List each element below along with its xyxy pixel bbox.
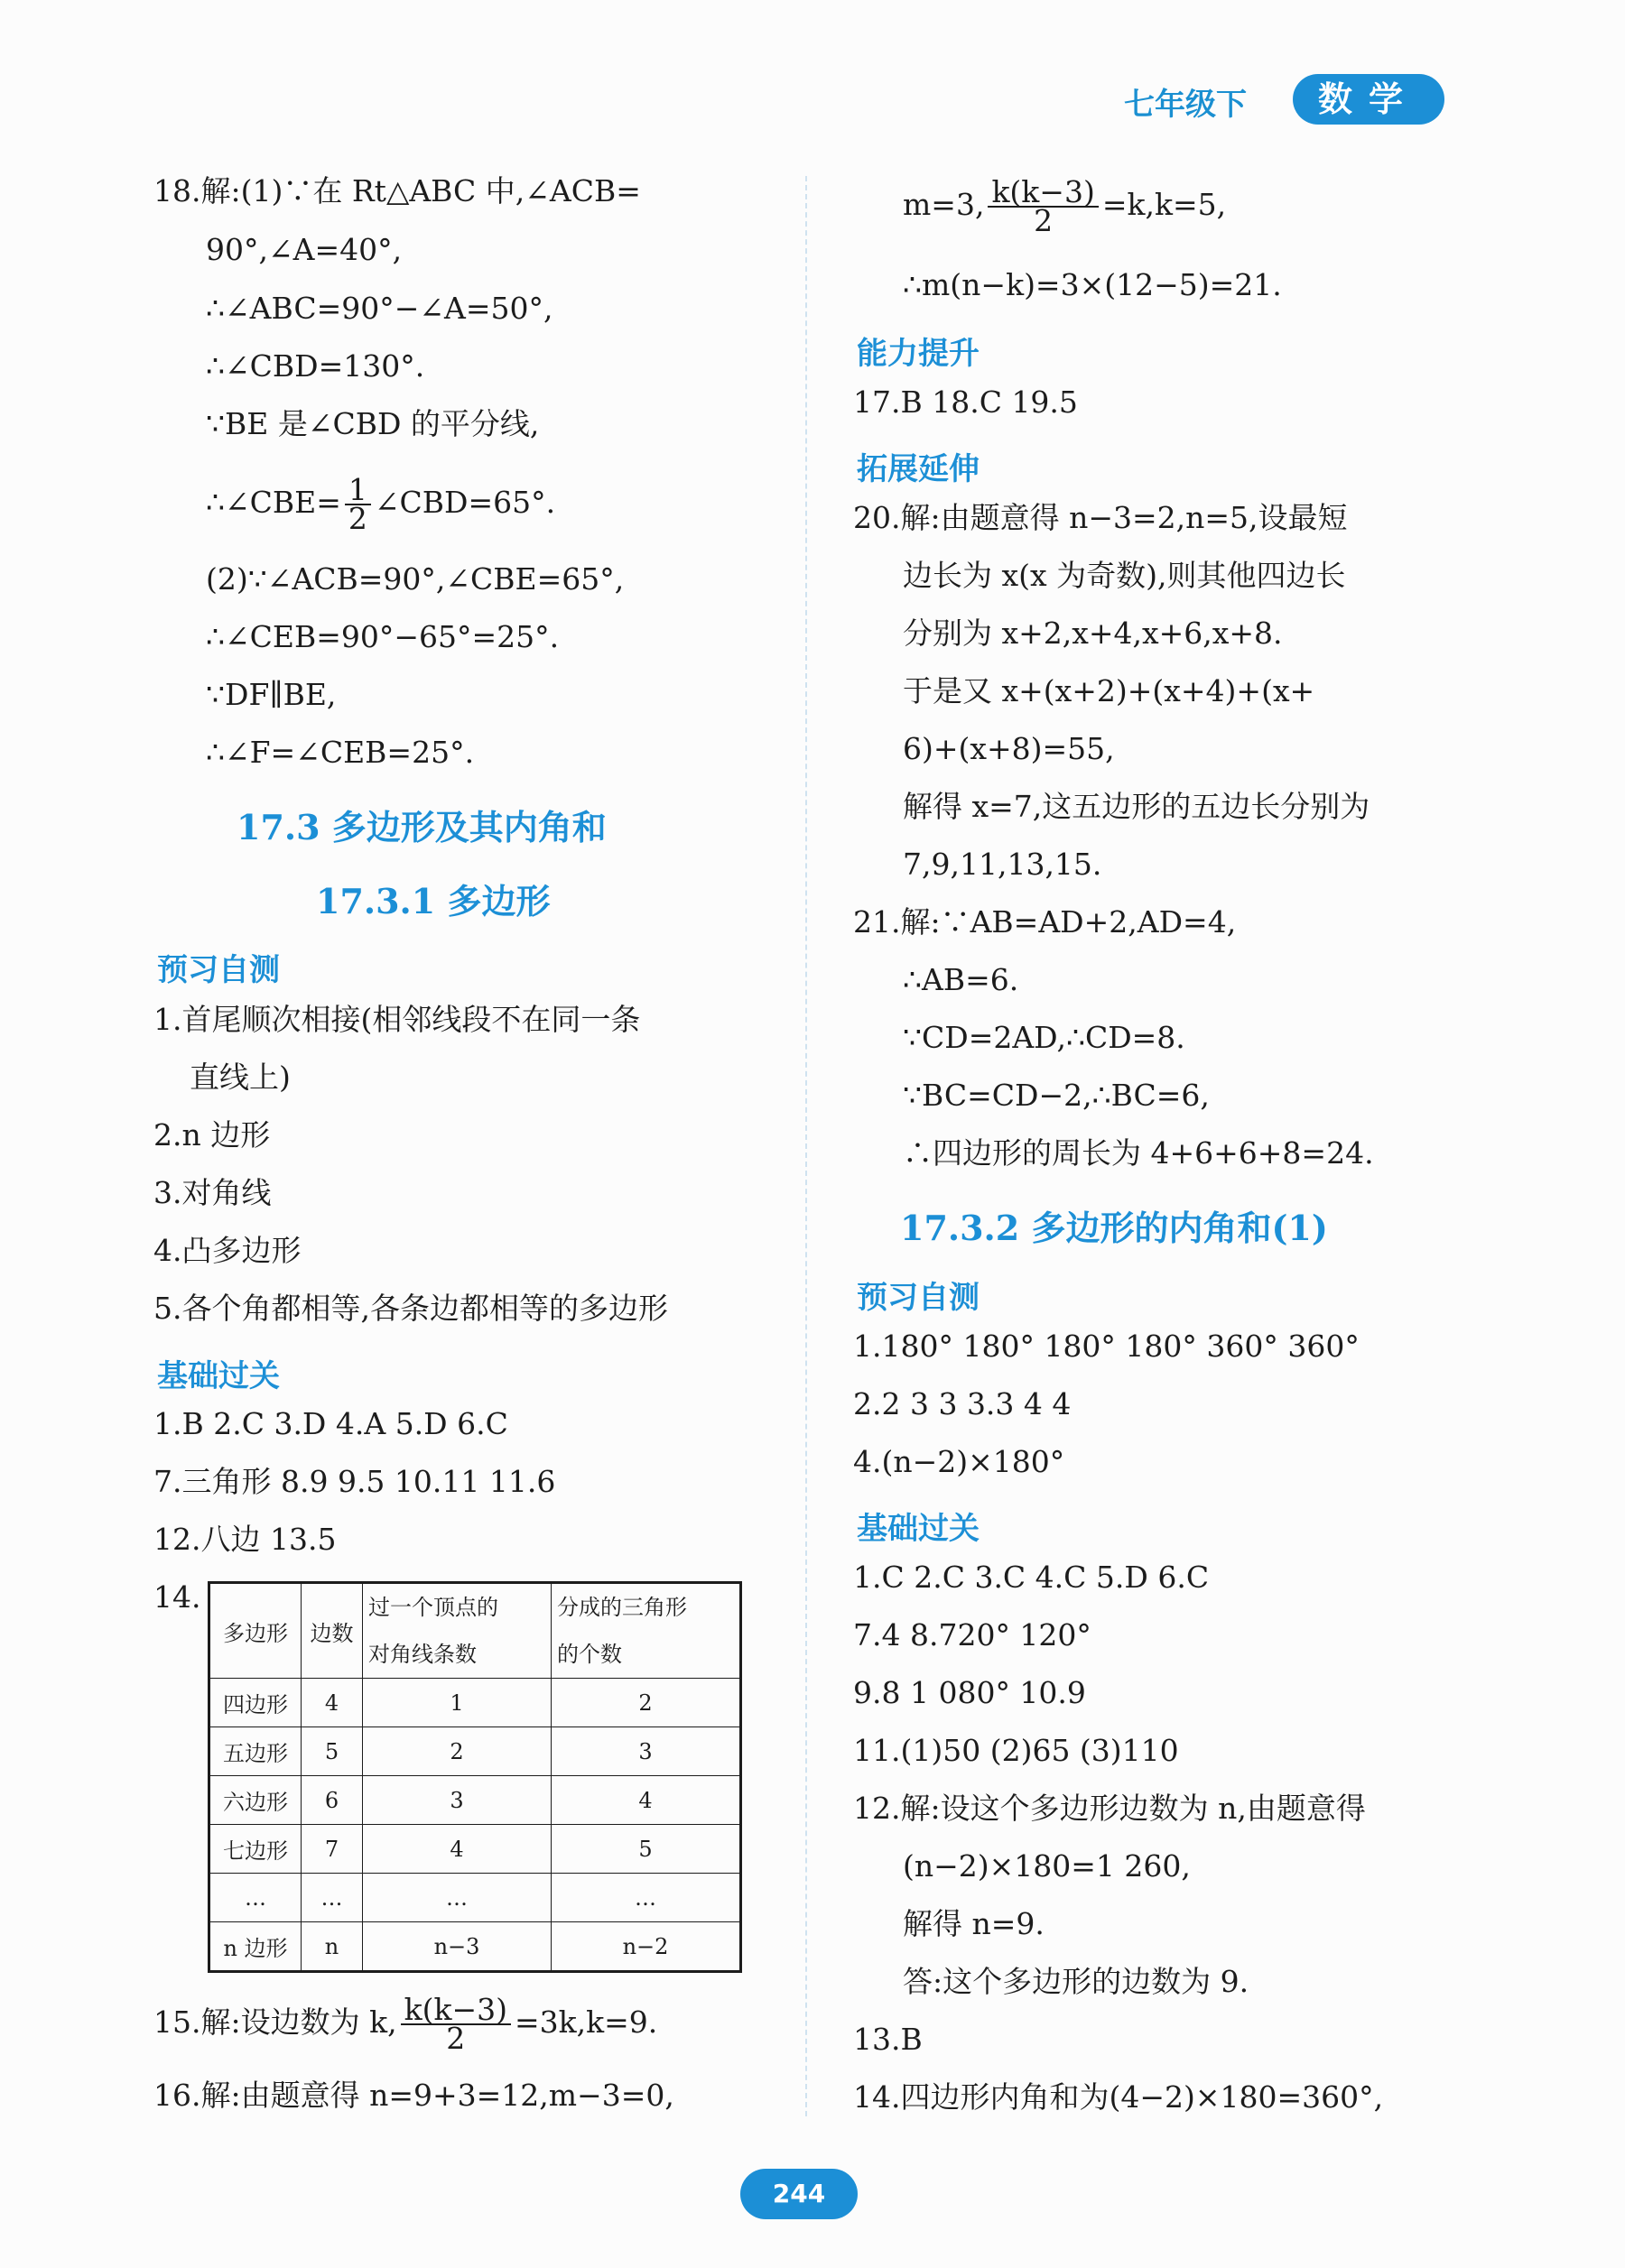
table-cell: … bbox=[302, 1874, 363, 1922]
subsection-basic: 基础过关 bbox=[857, 1511, 980, 1547]
q18b-line: ∵DF∥BE, bbox=[206, 677, 337, 712]
table-cell: 5 bbox=[302, 1727, 363, 1776]
section-heading-17-3-2: 17.3.2 多边形的内角和(1) bbox=[900, 1208, 1328, 1248]
basic-line: 9.8 1 080° 10.9 bbox=[853, 1675, 1086, 1710]
table-cell: 五边形 bbox=[209, 1727, 302, 1776]
basic-line: (n−2)×180=1 260, bbox=[903, 1848, 1191, 1884]
table-header-cell bbox=[363, 1583, 552, 1679]
q20-line: 6)+(x+8)=55, bbox=[903, 731, 1115, 766]
q21-line: ∵CD=2AD,∴CD=8. bbox=[903, 1020, 1185, 1055]
q18-line: ∵BE 是∠CBD 的平分线, bbox=[206, 406, 540, 441]
ability-answers: 17.B 18.C 19.5 bbox=[853, 384, 1078, 420]
header-subject-badge: 数学 bbox=[1293, 74, 1444, 125]
table-header-cell bbox=[552, 1583, 741, 1679]
q18b-line: ∴∠CEB=90°−65°=25°. bbox=[206, 619, 560, 654]
preview-line: 1.首尾顺次相接(相邻线段不在同一条 bbox=[153, 1002, 641, 1037]
table-cell: 7 bbox=[302, 1825, 363, 1874]
preview-line: 4.凸多边形 bbox=[153, 1233, 302, 1268]
q20-line: 分别为 x+2,x+4,x+6,x+8. bbox=[903, 616, 1283, 651]
q20-line: 20.解:由题意得 n−3=2,n=5,设最短 bbox=[853, 500, 1348, 535]
basic-line: 解得 n=9. bbox=[903, 1906, 1045, 1941]
table-cell: … bbox=[363, 1874, 552, 1922]
basic-line: 14.四边形内角和为(4−2)×180=360°, bbox=[853, 2079, 1384, 2115]
fraction bbox=[345, 472, 371, 536]
q18-line: 90°,∠A=40°, bbox=[206, 232, 403, 267]
preview-line: 4.(n−2)×180° bbox=[853, 1444, 1065, 1479]
table-header-text: 对角线条数 bbox=[368, 1642, 477, 1667]
basic-line: 1.B 2.C 3.D 4.A 5.D 6.C bbox=[153, 1406, 508, 1441]
q15-post: =3k,k=9. bbox=[514, 2004, 658, 2040]
table-header-text: 过一个顶点的 bbox=[368, 1595, 498, 1620]
table-header-text: 的个数 bbox=[557, 1642, 622, 1667]
table-cell: 六边形 bbox=[209, 1776, 302, 1825]
basic-line: 7.三角形 8.9 9.5 10.11 11.6 bbox=[153, 1464, 556, 1499]
r1-post: =k,k=5, bbox=[1101, 187, 1227, 222]
column-divider bbox=[805, 176, 807, 2116]
subsection-preview: 预习自测 bbox=[157, 952, 280, 988]
header-grade: 七年级下 bbox=[1124, 87, 1247, 123]
q14-label: 14. bbox=[153, 1579, 201, 1615]
table-row bbox=[209, 1727, 741, 1776]
q20-line: 解得 x=7,这五边形的五边长分别为 bbox=[903, 789, 1370, 824]
subsection-extend: 拓展延伸 bbox=[857, 451, 980, 487]
table-cell: 七边形 bbox=[209, 1825, 302, 1874]
q16-continued-line bbox=[903, 174, 1227, 238]
polygon-table bbox=[208, 1581, 742, 1973]
subsection-ability: 能力提升 bbox=[857, 336, 980, 372]
q18-frac-post: ∠CBD=65°. bbox=[374, 485, 556, 520]
table-cell: … bbox=[209, 1874, 302, 1922]
basic-line: 11.(1)50 (2)65 (3)110 bbox=[853, 1733, 1179, 1768]
preview-line: 2.2 3 3 3.3 4 4 bbox=[853, 1386, 1072, 1421]
table-cell: 1 bbox=[363, 1679, 552, 1727]
table-cell: 6 bbox=[302, 1776, 363, 1825]
q20-line: 于是又 x+(x+2)+(x+4)+(x+ bbox=[903, 673, 1315, 708]
fraction bbox=[988, 174, 1098, 238]
q20-line: 边长为 x(x 为奇数),则其他四边长 bbox=[903, 558, 1346, 593]
section-heading-17-3-1: 17.3.1 多边形 bbox=[316, 881, 551, 921]
basic-line: 7.4 8.720° 120° bbox=[853, 1617, 1091, 1652]
table-row bbox=[209, 1874, 741, 1922]
q18-line: ∴∠ABC=90°−∠A=50°, bbox=[206, 291, 553, 326]
r1-pre: m=3, bbox=[903, 187, 985, 222]
q18-frac-pre: ∴∠CBE= bbox=[206, 485, 341, 520]
subsection-basic: 基础过关 bbox=[157, 1358, 280, 1394]
fraction-numerator: k(k−3) bbox=[988, 179, 1098, 208]
table-row bbox=[209, 1679, 741, 1727]
q20-line: 7,9,11,13,15. bbox=[903, 847, 1102, 882]
table-header-row bbox=[209, 1583, 741, 1679]
table-cell: 4 bbox=[552, 1776, 741, 1825]
table-row bbox=[209, 1776, 741, 1825]
table-cell: 2 bbox=[552, 1679, 741, 1727]
fraction bbox=[401, 1992, 511, 2056]
basic-line: 答:这个多边形的边数为 9. bbox=[903, 1964, 1249, 1999]
q16-result-line: ∴m(n−k)=3×(12−5)=21. bbox=[903, 267, 1282, 302]
section-heading-17-3: 17.3 多边形及其内角和 bbox=[237, 807, 607, 847]
q15-line bbox=[153, 1992, 658, 2056]
q21-line: ∴AB=6. bbox=[903, 962, 1019, 997]
q18-line: ∴∠CBD=130°. bbox=[206, 348, 425, 384]
q15-pre: 15.解:设边数为 k, bbox=[153, 2004, 397, 2040]
table-header-text: 分成的三角形 bbox=[557, 1595, 687, 1620]
table-header-cell: 边数 bbox=[302, 1583, 363, 1679]
basic-line: 12.解:设这个多边形边数为 n,由题意得 bbox=[853, 1791, 1366, 1826]
preview-line: 3.对角线 bbox=[153, 1175, 272, 1210]
table-header-cell: 多边形 bbox=[209, 1583, 302, 1679]
fraction-denominator: 2 bbox=[348, 501, 367, 536]
q21-line: 21.解:∵AB=AD+2,AD=4, bbox=[853, 904, 1237, 940]
basic-line: 1.C 2.C 3.C 4.C 5.D 6.C bbox=[853, 1560, 1210, 1595]
preview-line: 5.各个角都相等,各条边都相等的多边形 bbox=[153, 1291, 668, 1326]
fraction-denominator: 2 bbox=[1034, 203, 1054, 238]
table-cell: 3 bbox=[552, 1727, 741, 1776]
table-cell: 3 bbox=[363, 1776, 552, 1825]
table-cell: 4 bbox=[302, 1679, 363, 1727]
table-cell: 四边形 bbox=[209, 1679, 302, 1727]
preview-line: 1.180° 180° 180° 180° 360° 360° bbox=[853, 1328, 1360, 1364]
q21-line: ∴四边形的周长为 4+6+6+8=24. bbox=[903, 1135, 1374, 1171]
q21-line: ∵BC=CD−2,∴BC=6, bbox=[903, 1078, 1210, 1113]
basic-line: 13.B bbox=[853, 2022, 923, 2057]
table-cell: n 边形 bbox=[209, 1922, 302, 1972]
table-row bbox=[209, 1825, 741, 1874]
fraction-numerator: k(k−3) bbox=[401, 1996, 511, 2025]
q16-line: 16.解:由题意得 n=9+3=12,m−3=0, bbox=[153, 2078, 674, 2113]
basic-line: 12.八边 13.5 bbox=[153, 1522, 337, 1557]
q18-fraction-line bbox=[206, 472, 556, 536]
fraction-numerator: 1 bbox=[345, 477, 371, 505]
table-cell: … bbox=[552, 1874, 741, 1922]
table-cell: n−2 bbox=[552, 1922, 741, 1972]
table-row bbox=[209, 1922, 741, 1972]
table-cell: 5 bbox=[552, 1825, 741, 1874]
preview-line: 直线上) bbox=[190, 1060, 291, 1095]
table-cell: n−3 bbox=[363, 1922, 552, 1972]
fraction-denominator: 2 bbox=[446, 2021, 466, 2056]
q18b-line: ∴∠F=∠CEB=25°. bbox=[206, 735, 475, 770]
page-number: 244 bbox=[740, 2169, 858, 2219]
table-cell: 2 bbox=[363, 1727, 552, 1776]
preview-line: 2.n 边形 bbox=[153, 1117, 271, 1153]
table-cell: 4 bbox=[363, 1825, 552, 1874]
subsection-preview: 预习自测 bbox=[857, 1280, 980, 1316]
q18b-line: (2)∵∠ACB=90°,∠CBE=65°, bbox=[206, 561, 625, 597]
q18-line: 18.解:(1)∵在 Rt△ABC 中,∠ACB= bbox=[153, 173, 641, 208]
table-cell: n bbox=[302, 1922, 363, 1972]
